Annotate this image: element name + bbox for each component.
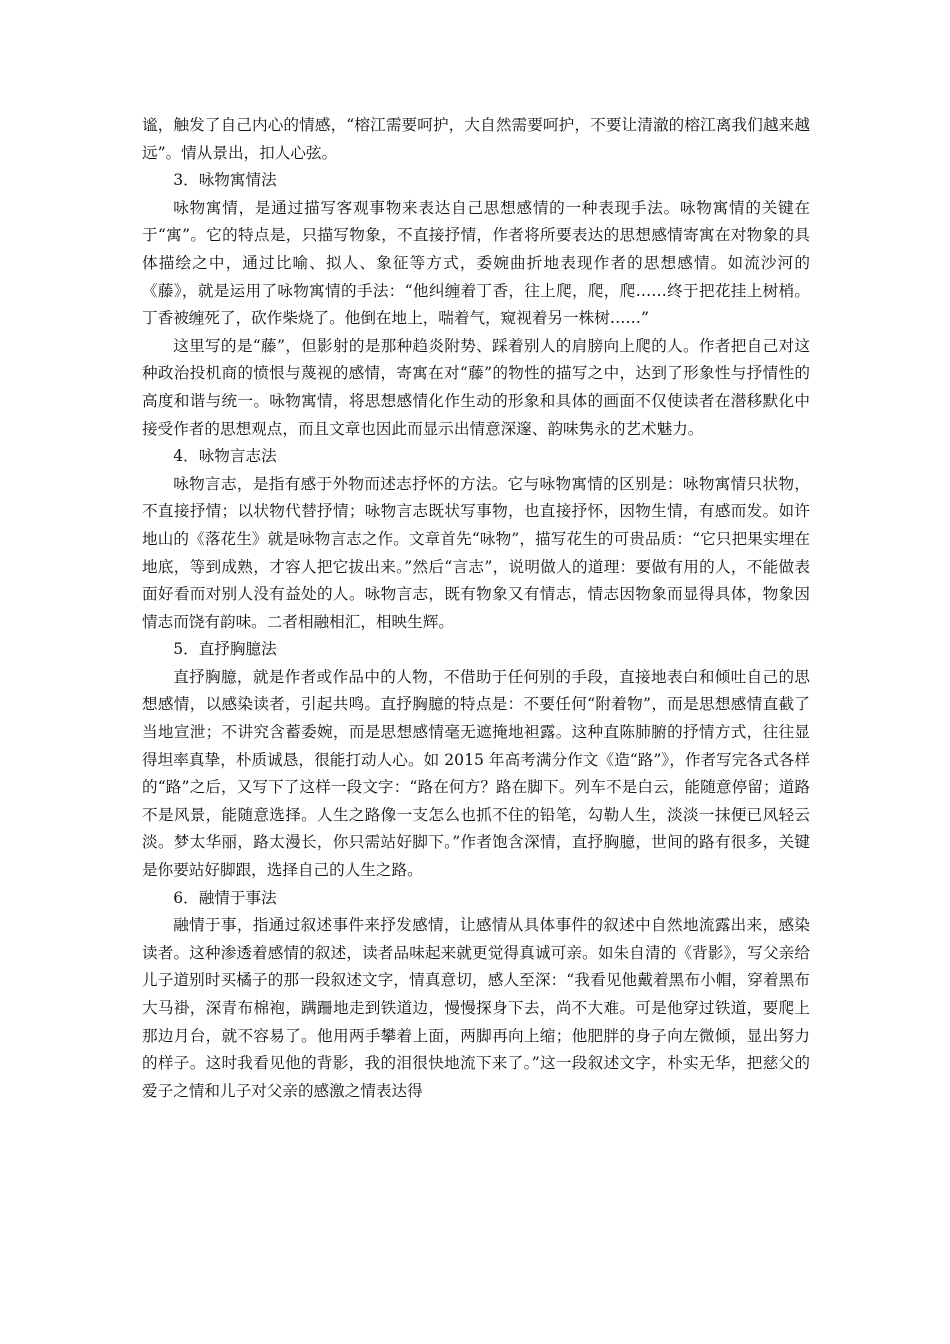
section-4-paragraph-1: 咏物言志，是指有感于外物而述志抒怀的方法。它与咏物寓情的区别是：咏物寓情只状物，不直接抒情；以状物代替抒情；咏物言志既状写事物，也直接抒怀，因物生情，有感而发。如许地山的《落花生》就是咏物言志之作。文章首先“咏物”，描写花生的可贵品质：“它只把果实埋在地底，等到成熟，才容人把它拔出来。”然后“言志”，说明做人的道理：要做有用的人，不能做表面好看而对别人没有益处的人。咏物言志，既有物象又有情志，情志因物象而显得具体，物象因情志而饶有韵味。二者相融相汇，相映生辉。 [142, 474, 810, 631]
section-heading-4: 4．咏物言志法 [173, 447, 277, 466]
section-3-paragraph-2: 这里写的是“藤”，但影射的是那种趋炎附势、踩着别人的肩膀向上爬的人。作者把自己对这种政治投机商的愤恨与蔑视的感情，寄寓在对“藤”的物性的描写之中，达到了形象性与抒情性的高度和谐与统一。咏物寓情，将思想感情化作生动的形象和具体的画面不仅使读者在潜移默化中接受作者的思想观点，而且文章也因此而显示出情意深邃、韵味隽永的艺术魅力。 [142, 336, 810, 438]
section-5-paragraph-1: 直抒胸臆，就是作者或作品中的人物，不借助于任何别的手段，直接地表白和倾吐自己的思想感情，以感染读者，引起共鸣。直抒胸臆的特点是：不要任何“附着物”，而是思想感情直截了当地宣泄；不讲究含蓄委婉，而是思想感情毫无遮掩地袒露。这种直陈肺腑的抒情方式，往往显得坦率真挚，朴质诚恳，很能打动人心。如 2015 年高考满分作文《造“路”》，作者写完各式各样的“路”之后，又写下了这样一段文字：“路在何方？路在脚下。列车不是白云，能随意停留；道路不是风景，能随意选择。人生之路像一支怎么也抓不住的铅笔，勾勒人生，淡淡一抹便已风轻云淡。梦太华丽，路太漫长，你只需站好脚下。”作者饱含深情，直抒胸臆，世间的路有很多，关键是你要站好脚跟，选择自己的人生之路。 [142, 667, 810, 880]
document-body [142, 112, 810, 1105]
section-heading-3: 3．咏物寓情法 [173, 171, 277, 190]
section-6-paragraph-1: 融情于事，指通过叙述事件来抒发感情，让感情从具体事件的叙述中自然地流露出来，感染读者。这种渗透着感情的叙述，读者品味起来就更觉得真诚可亲。如朱自清的《背影》，写父亲给儿子道别时买橘子的那一段叙述文字，情真意切，感人至深：“我看见他戴着黑布小帽，穿着黑布大马褂，深青布棉袍，蹒跚地走到铁道边，慢慢探身下去，尚不大难。可是他穿过铁道，要爬上那边月台，就不容易了。他用两手攀着上面，两脚再向上缩；他肥胖的身子向左微倾，显出努力的样子。这时我看见他的背影，我的泪很快地流下来了。”这一段叙述文字，朴实无华，把慈父的爱子之情和儿子对父亲的感激之情表达得 [142, 916, 810, 1100]
intro-paragraph: 谧，触发了自己内心的情感，“榕江需要呵护，大自然需要呵护，不要让清澈的榕江离我们越来越远”。情从景出，扣人心弦。 [142, 116, 810, 162]
section-3-paragraph-1: 咏物寓情，是通过描写客观事物来表达自己思想感情的一种表现手法。咏物寓情的关键在于“寓”。它的特点是，只描写物象，不直接抒情，作者将所要表达的思想感情寄寓在对物象的具体描绘之中，通过比喻、拟人、象征等方式，委婉曲折地表现作者的思想感情。如流沙河的《藤》，就是运用了咏物寓情的手法：“他纠缠着丁香，往上爬，爬，爬……终于把花挂上树梢。丁香被缠死了，砍作柴烧了。他倒在地上，喘着气，窥视着另一株树……” [142, 198, 810, 328]
section-heading-6: 6．融情于事法 [173, 888, 277, 907]
section-heading-5: 5．直抒胸臆法 [173, 640, 277, 659]
